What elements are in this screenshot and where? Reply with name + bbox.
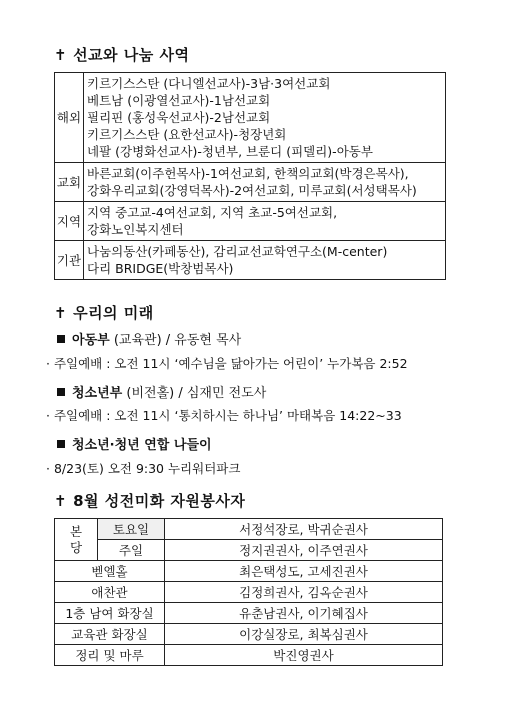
mission-content-cell: 키르기스스탄 (다니엘선교사)-3남·3여선교회 베트남 (이광열선교사)-1남선교회 필리핀 (홍성욱선교사)-2남선교회 키르기스스탄 (요한선교사)-청장년회 네팔 (강병화선교사)-청년부, 브룬디 (피델리)-아동부: [84, 73, 446, 163]
square-bullet-icon: [57, 440, 65, 448]
table-row: [55, 645, 443, 666]
volunteers-section-title: ✝ 8월 성전미화 자원봉사자: [54, 492, 246, 510]
mission-content-cell: 바른교회(이주헌목사)-1여선교회, 한책의교회(박경은목사), 강화우리교회(강영덕목사)-2여선교회, 미루교회(서성택목사): [84, 163, 446, 202]
main-hall-cell: 본 당: [55, 519, 98, 561]
table-row: [55, 582, 443, 603]
mission-row-institution: [55, 241, 446, 280]
mission-row-church: [55, 163, 446, 202]
table-row: [55, 603, 443, 624]
outing-heading: 청소년·청년 연합 나들이: [57, 434, 212, 453]
mission-section-title: ✝ 선교와 나눔 사역: [54, 46, 190, 64]
volunteer-names-cell: 이강실장로, 최복심권사: [165, 624, 443, 645]
cross-icon: ✝: [54, 304, 68, 322]
table-row: [55, 561, 443, 582]
volunteer-names-cell: 김정희권사, 김옥순권사: [165, 582, 443, 603]
volunteer-names-cell: 최은택성도, 고세진권사: [165, 561, 443, 582]
category-cell: 해외: [55, 73, 84, 163]
row-label-cell: 1층 남여 화장실: [55, 603, 165, 624]
row-label-cell: 애찬관: [55, 582, 165, 603]
youth-worship-line: · 주일예배 : 오전 11시 ‘통치하시는 하나님’ 마태복음 14:22~33: [46, 408, 402, 423]
volunteer-names-cell: 박진영권사: [165, 645, 443, 666]
category-cell: 교회: [55, 163, 84, 202]
table-row: [55, 540, 443, 561]
category-cell: 지역: [55, 202, 84, 241]
row-label-cell: 벧엘홀: [55, 561, 165, 582]
future-section-title: ✝ 우리의 미래: [54, 304, 154, 322]
mission-content-cell: 지역 중고교-4여선교회, 지역 초교-5여선교회, 강화노인복지센터: [84, 202, 446, 241]
children-dept-heading: 아동부 (교육관) / 유동현 목사: [57, 329, 241, 348]
volunteers-table: [54, 518, 443, 666]
row-label-cell: 주일: [98, 540, 165, 561]
category-cell: 기관: [55, 241, 84, 280]
mission-row-local: [55, 202, 446, 241]
volunteer-names-cell: 서정석장로, 박귀순권사: [165, 519, 443, 540]
volunteer-names-cell: 유춘남권사, 이기혜집사: [165, 603, 443, 624]
mission-row-overseas: [55, 73, 446, 163]
mission-table: [54, 72, 446, 280]
mission-content-cell: 나눔의동산(카페동산), 감리교선교학연구소(M-center) 다리 BRIDGE(박창범목사): [84, 241, 446, 280]
youth-dept-heading: 청소년부 (비전홀) / 심재민 전도사: [57, 382, 266, 401]
square-bullet-icon: [57, 335, 65, 343]
table-row: [55, 519, 443, 540]
row-label-cell: 교육관 화장실: [55, 624, 165, 645]
table-row: [55, 624, 443, 645]
children-worship-line: · 주일예배 : 오전 11시 ‘예수님을 닮아가는 어린이’ 누가복음 2:52: [46, 356, 408, 371]
square-bullet-icon: [57, 388, 65, 396]
row-label-cell: 정리 및 마루: [55, 645, 165, 666]
row-label-cell: 토요일: [98, 519, 165, 540]
cross-icon: ✝: [54, 46, 68, 64]
cross-icon: ✝: [54, 492, 68, 510]
volunteer-names-cell: 정지권권사, 이주연권사: [165, 540, 443, 561]
outing-detail-line: · 8/23(토) 오전 9:30 누리워터파크: [46, 461, 241, 476]
